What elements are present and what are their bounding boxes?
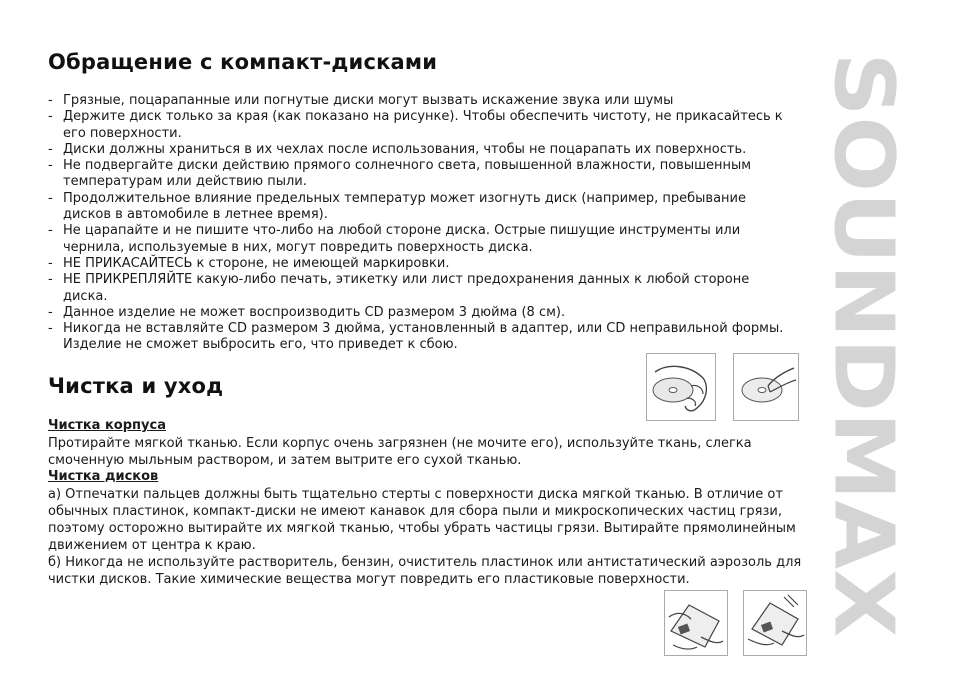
list-item: - Не царапайте и не пишите что-либо на любой стороне диска. Острые пишущие инструменты или чернила, используемые в них, могут повредить поверхность диска. [48,223,741,255]
list-dash: - [48,93,53,108]
disc-in-hands-icon [664,590,728,656]
list-dash: - [48,272,53,288]
list-dash: - [48,158,53,174]
list-dash: - [48,223,53,239]
list-dash: - [48,321,53,337]
soundmax-logo [808,50,918,640]
list-dash: - [48,109,53,125]
list-item: - Продолжительное влияние предельных температур может изогнуть диск (например, пребывание дисков в автомобиле в летнее время). [48,190,746,223]
list-dash: - [48,304,53,320]
hand-holding-disc-icon [646,353,716,421]
section-title-cleaning: Чистка и уход [48,374,224,398]
disc-handling-list [48,93,788,354]
wiping-disc-icon [733,353,799,421]
list-item: - Держите диск только за края (как показано на рисунке). Чтобы обеспечить чистоту, не прикасайтесь к его поверхности. [48,109,783,141]
list-item: - Грязные, поцарапанные или погнутые диски могут вызвать искажение звука или шумы [48,93,674,108]
subheading-body-cleaning: Чистка корпуса [48,418,166,433]
paragraph-disc-cleaning-b: б) Никогда не используйте растворитель, бензин, очиститель пластинок или антистатический аэрозоль для чистки дисков. Такие химические вещества могут повредить его пластиковые поверхности. [48,555,802,587]
brand-name: SOUNDMAX [815,52,911,593]
list-dash: - [48,190,53,206]
list-item: - Диски должны храниться в их чехлах после использования, чтобы не поцарапать их поверхность. [48,141,747,157]
list-dash: - [48,255,53,271]
subheading-disc-cleaning: Чистка дисков [48,469,159,484]
list-item: - Данное изделие не может воспроизводить CD размером 3 дюйма (8 см). [48,304,566,320]
section-title-disc-handling: Обращение с компакт-дисками [48,50,438,74]
list-item: - Никогда не вставляйте CD размером 3 дюйма, установленный в адаптер, или CD неправильной формы. Изделие не сможет выбросить его, что приведет к сбою. [48,321,784,353]
paragraph-disc-cleaning-a: а) Отпечатки пальцев должны быть тщательно стерты с поверхности диска мягкой тканью. В отличие от обычных пластинок, компакт-диски не имеют канавок для сбора пыли и микроскопических частиц грязи, поэтому осторожно вытирайте их мягкой тканью, чтобы убрать частицы грязи. Вытирайте прямолинейным движением от центра к краю. [48,487,796,553]
list-item: - НЕ ПРИКАСАЙТЕСЬ к стороне, не имеющей маркировки. [48,255,450,271]
list-dash: - [48,141,53,157]
paragraph-body-cleaning: Протирайте мягкой тканью. Если корпус очень загрязнен (не мочите его), используйте ткань, слегка смоченную мыльным раствором, и затем вытрите его сухой тканью. [48,436,752,468]
list-item: - НЕ ПРИКРЕПЛЯЙТЕ какую-либо печать, этикетку или лист предохранения данных к любой стороне диска. [48,272,750,304]
disc-in-hands-alt-icon [743,590,807,656]
list-item: - Не подвергайте диски действию прямого солнечного света, повышенной влажности, повышенным температурам или действию пыли. [48,158,752,190]
